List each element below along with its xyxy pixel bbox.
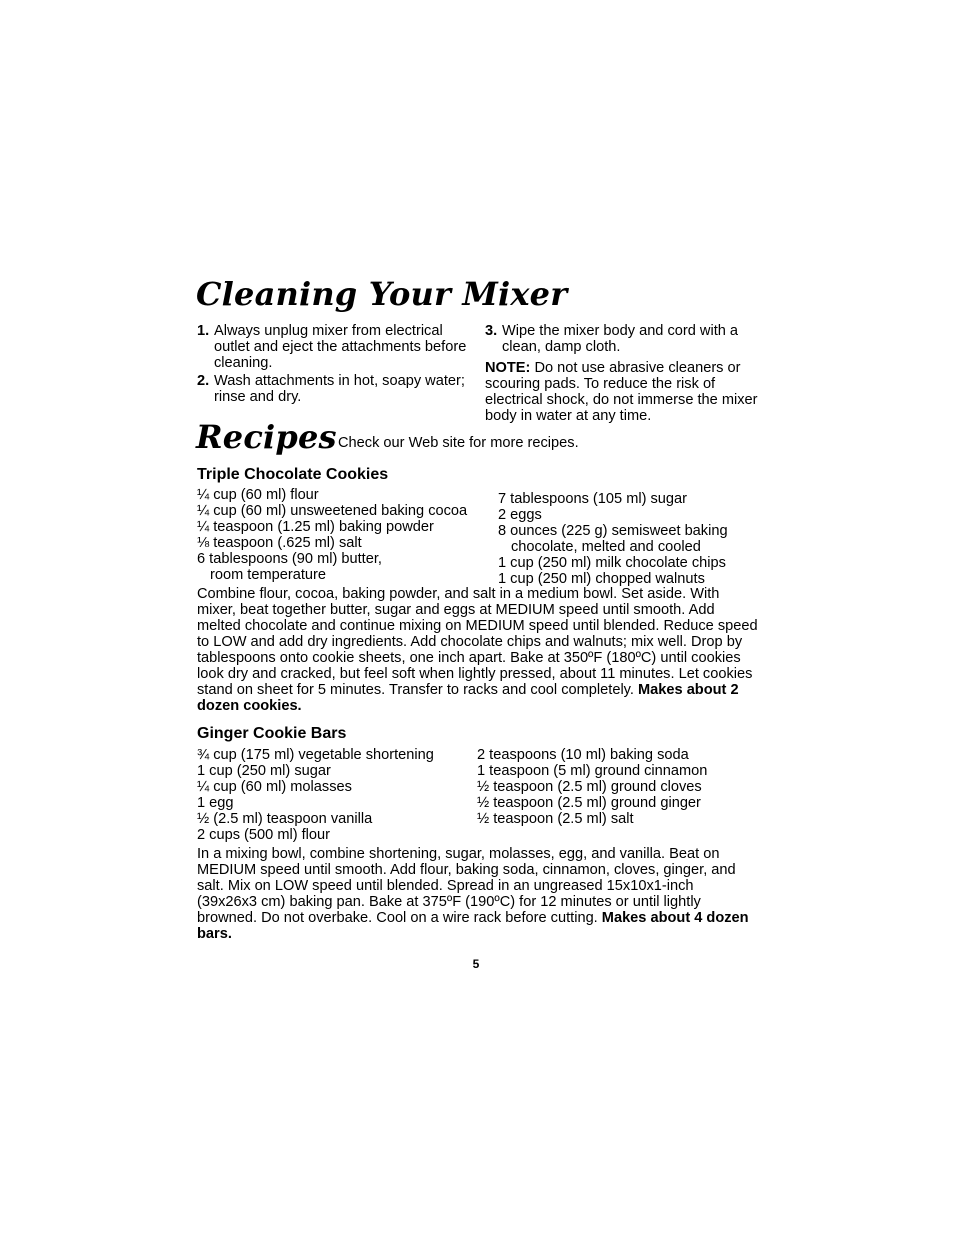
note-text: Do not use abrasive cleaners or scouring pads. To reduce the risk of electrical shock, do not immerse the mixer body in water at any time. — [485, 360, 758, 424]
step-text: Wipe the mixer body and cord with a clean, damp cloth. — [502, 323, 739, 355]
ingredient: 2 eggs — [498, 507, 542, 523]
ingredient: 2 teaspoons (10 ml) baking soda — [477, 747, 689, 763]
ingredient: ¼ cup (60 ml) unsweetened baking cocoa — [197, 503, 468, 519]
ingredient: ½ teaspoon (2.5 ml) salt — [477, 811, 634, 827]
cleaning-note — [485, 360, 760, 424]
cleaning-step-2 — [197, 373, 467, 405]
recipe-title-ginger: Ginger Cookie Bars — [197, 725, 347, 742]
ingredients-left-triple — [197, 487, 467, 583]
note-label: NOTE: — [485, 360, 531, 376]
page-number: 5 — [472, 957, 480, 971]
ingredient: ¾ cup (175 ml) vegetable shortening — [197, 747, 434, 763]
ingredient: ½ teaspoon (2.5 ml) ground ginger — [477, 795, 701, 811]
ingredient: 7 tablespoons (105 ml) sugar — [498, 491, 688, 507]
ingredient: ¼ teaspoon (1.25 ml) baking powder — [197, 519, 434, 535]
step-text: Always unplug mixer from electrical outlet and eject the attachments before cleaning. — [214, 323, 467, 371]
ingredient: 6 tablespoons (90 ml) butter, — [197, 551, 382, 567]
step-number: 1. — [197, 323, 210, 339]
ingredient: ¼ cup (60 ml) flour — [197, 487, 319, 503]
ingredient: 1 cup (250 ml) chopped walnuts — [498, 571, 705, 587]
cleaning-title: Cleaning Your Mixer — [196, 275, 568, 313]
recipe-yield: Makes about 4 dozen bars. — [197, 910, 749, 942]
cleaning-step-1 — [197, 323, 467, 371]
ingredient: 1 egg — [197, 795, 234, 811]
ingredient: ½ teaspoon (2.5 ml) ground cloves — [477, 779, 702, 795]
ingredient: chocolate, melted and cooled — [511, 539, 701, 555]
ingredient: 2 cups (500 ml) flour — [197, 827, 331, 843]
cleaning-steps-right — [485, 323, 760, 424]
ingredients-left-ginger — [197, 747, 434, 843]
directions-ginger — [197, 846, 752, 942]
ingredient: 1 teaspoon (5 ml) ground cinnamon — [477, 763, 708, 779]
step-number: 2. — [197, 373, 210, 389]
ingredient: 1 cup (250 ml) milk chocolate chips — [498, 555, 726, 571]
ingredient: ⅛ teaspoon (.625 ml) salt — [197, 535, 362, 551]
recipe-yield: Makes about 2 dozen cookies. — [197, 682, 739, 714]
cleaning-steps-left — [197, 323, 467, 405]
recipes-subtitle: Check our Web site for more recipes. — [338, 435, 579, 451]
recipes-title: Recipes — [196, 418, 337, 456]
ingredients-right-triple — [498, 491, 728, 587]
ingredient: 1 cup (250 ml) sugar — [197, 763, 331, 779]
recipe-title-triple-chocolate: Triple Chocolate Cookies — [197, 466, 389, 483]
directions-text: Combine flour, cocoa, baking powder, and salt in a medium bowl. Set aside. With mixer, beat together butter, sugar and eggs at MEDIUM speed until smooth. Add melted chocolate and continue mixing on MEDIUM speed until blended. Reduce speed to LOW and add dry ingredients. Add chocolate chips and walnuts; mix well. Drop by tablespoons onto cookie sheets, one inch apart. Bake at 350ºF (180ºC) until cookies look dry and cracked, but feel soft when lightly pressed, about 11 minutes. Let cookies stand on sheet for 5 minutes. Transfer to racks and cool completely. — [197, 586, 758, 698]
ingredients-right-ginger — [477, 747, 707, 827]
directions-text: In a mixing bowl, combine shortening, sugar, molasses, egg, and vanilla. Beat on MEDIUM speed until smooth. Add flour, baking soda, cinnamon, cloves, ginger, and salt. Mix on LOW speed until blended. Spread in an ungreased 15x10x1-inch (39x26x3 cm) baking pan. Bake at 375ºF (190ºC) for 12 minutes or until lightly browned. Do not overbake. Cool on a wire rack before cutting. — [197, 846, 736, 926]
step-text: Wash attachments in hot, soapy water; rinse and dry. — [214, 373, 465, 405]
ingredient: ¼ cup (60 ml) molasses — [197, 779, 352, 795]
ingredient: ½ (2.5 ml) teaspoon vanilla — [197, 811, 373, 827]
ingredient: room temperature — [210, 567, 326, 583]
directions-triple — [197, 586, 759, 714]
ingredient: 8 ounces (225 g) semisweet baking — [498, 523, 728, 539]
cleaning-step-3 — [485, 323, 760, 355]
step-number: 3. — [485, 323, 498, 339]
